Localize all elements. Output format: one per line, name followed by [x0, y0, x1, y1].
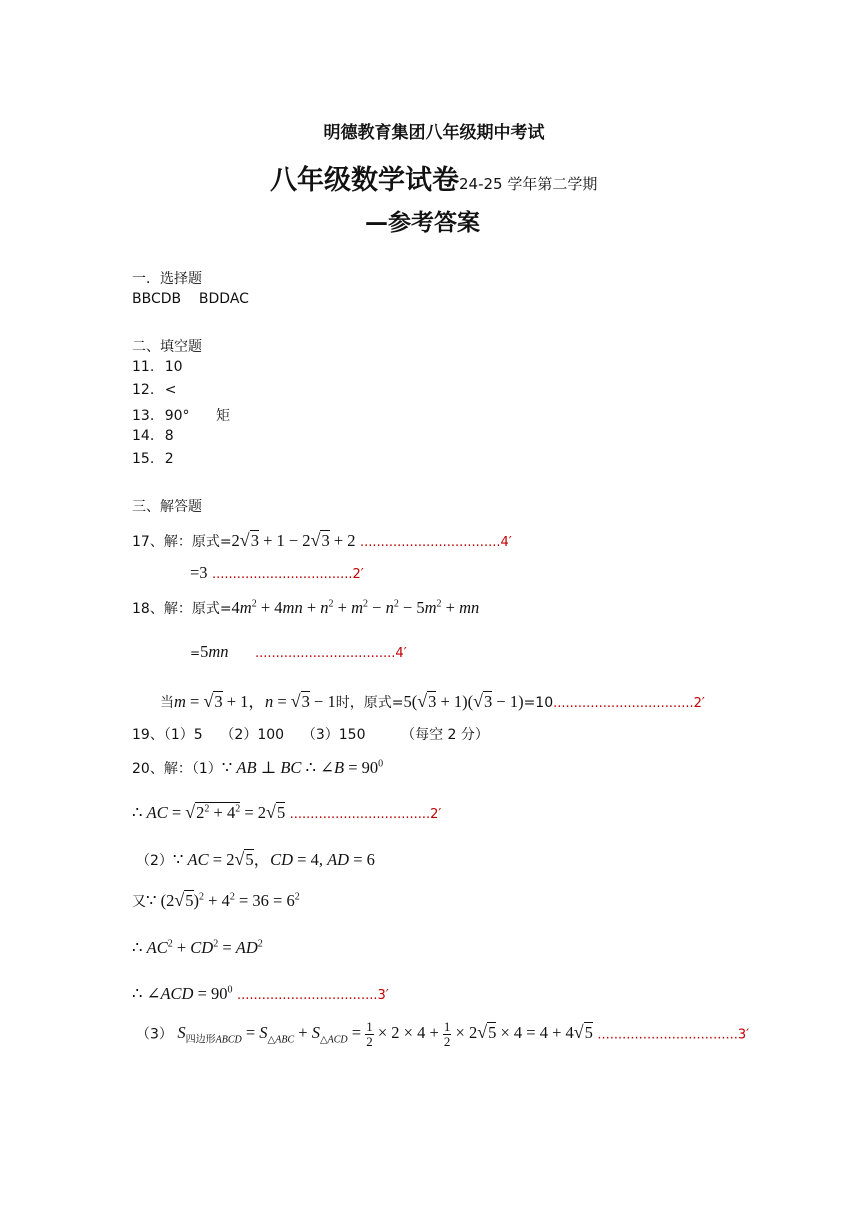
q20-pythag: ∴ $AC^2 + CD^2 = AD^2$ [132, 938, 263, 957]
q20-line5 [132, 938, 263, 958]
paper-title-text: 八年级数学试卷 [270, 165, 459, 196]
q20-you: 又 [132, 894, 146, 910]
fill-num: 13. [132, 408, 155, 424]
q18-line2 [190, 642, 407, 662]
fill-num: 12. [132, 382, 155, 398]
q18-substituted: 5(√3 + 1)(√3 − 1) [403, 691, 524, 711]
q20-line3 [136, 846, 375, 870]
fill-num: 15. [132, 451, 155, 467]
term-text: 24-25 学年第二学期 [459, 175, 598, 193]
q18-score-2: ..................................2′ [553, 696, 705, 711]
q20-line7 [136, 1020, 749, 1049]
fill-item-12 [132, 382, 176, 398]
q18-line1 [132, 598, 479, 618]
q18-expr: $4m^2 + 4mn + n^2 + m^2 - n^2 - 5m^2$ + mn [231, 598, 480, 617]
q18-cond-m: m = √3 + 1，n = √3 − 1 [174, 691, 336, 711]
fill-num: 14. [132, 428, 155, 444]
q18-eq: = [190, 646, 201, 660]
section1-answers: BBCDB BDDAC [132, 291, 249, 307]
q20-score-c: ..................................3′ [597, 1027, 750, 1043]
q20-line4 [132, 890, 300, 911]
exam-header: 明德教育集团八年级期中考试 [323, 123, 545, 143]
q18-label: 18、解：原式= [132, 601, 232, 617]
q18-when: 当 [160, 695, 174, 711]
fill-ans: < [164, 382, 177, 398]
fill-item-13 [132, 405, 230, 425]
q17-expr: 2√3 + 1 − 2√3 + 2 [231, 530, 356, 550]
q19-answers: 19、（1）5 （2）100 （3）150 （每空 2 分） [132, 727, 489, 743]
q18-simplified: 5mn [200, 642, 229, 661]
q20-part3: （3） [136, 1026, 173, 1043]
fill-ans: 2 [164, 451, 174, 467]
q17-score-1: ..................................4′ [359, 535, 512, 550]
q18-value: =10 [523, 695, 554, 711]
q17-result: =3 [190, 563, 208, 582]
q20-sides: ∵ AC = 2√5，CD = 4, AD = 6 [172, 849, 375, 869]
answer-key-title: —参考答案 [365, 210, 480, 236]
section2-title: 二、填空题 [132, 339, 202, 355]
q18-orig: 时，原式= [335, 695, 404, 711]
fill-item-14 [132, 428, 174, 444]
q20-area: $S_{四边形ABCD} = S_{\triangle ABC} + S_{\triangle ACD}$ = $\frac{1}{2}$ × 2 × 4 + $\frac{1}{2}$ × 2√5 × 4 = 4 + 4√5 [177, 1019, 593, 1049]
q20-check: ∵ $(2√5)^2 + 4^2 = 36 = 6^2$ [146, 890, 300, 910]
q20-line6 [132, 984, 389, 1004]
fill-extra: 矩 [216, 408, 230, 424]
fill-item-11 [132, 359, 183, 375]
fill-ans: 10 [164, 359, 183, 375]
q20-given: ∵ AB ⊥ BC ∴ ∠B = $90^0$ [221, 758, 384, 777]
q17-label: 17、解：原式= [132, 534, 232, 550]
q20-angle: ∴ ∠ACD = $90^0$ [132, 984, 233, 1003]
q20-label: 20、解：（1） [132, 761, 222, 777]
q20-part2: （2） [136, 853, 173, 869]
q20-line2 [132, 802, 441, 823]
section3-title: 三、解答题 [132, 499, 202, 515]
q18-score-1: ..................................4′ [254, 646, 407, 661]
q18-line3 [160, 688, 705, 712]
fill-num: 11. [132, 359, 155, 375]
q20-score-b: ..................................3′ [236, 988, 389, 1003]
fill-ans: 90° [164, 408, 190, 424]
section1-title: 一．选择题 [132, 271, 202, 287]
q20-score-a: ..................................2′ [289, 807, 442, 822]
fill-item-15 [132, 451, 174, 467]
q20-line1 [132, 758, 383, 778]
q17-line1 [132, 530, 512, 551]
q17-score-2: ..................................2′ [212, 567, 364, 582]
q17-line2 [190, 563, 364, 583]
q20-ac: ∴ AC = $√2^2 + 4^2 = 2√5$ [132, 802, 286, 822]
fill-ans: 8 [164, 428, 174, 444]
paper-title [270, 158, 597, 197]
